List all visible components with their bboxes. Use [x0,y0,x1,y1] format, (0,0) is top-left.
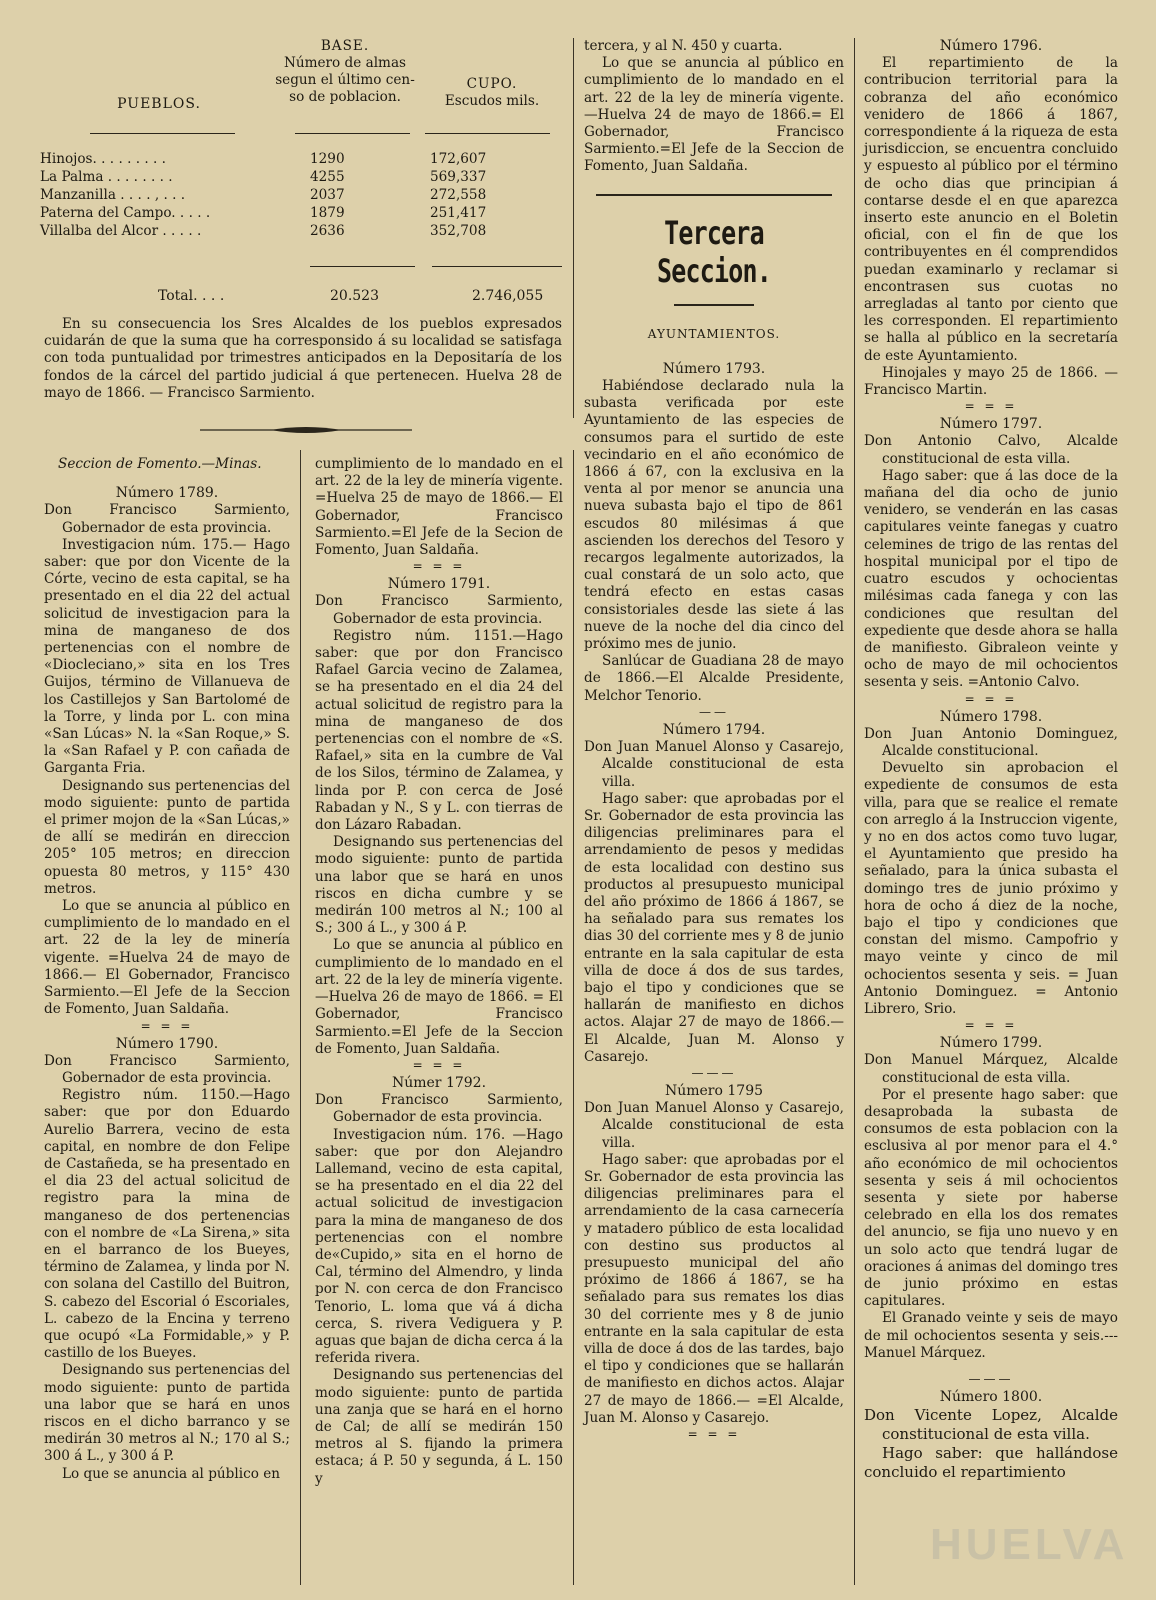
notice-number-1796: Número 1796. [939,38,1043,54]
section-rule-bottom [674,304,754,306]
ornamental-rule [200,424,412,436]
total-rule-1 [310,266,415,267]
column-rule-mid [573,450,574,1585]
row-base: 2037 [310,187,345,203]
notice-1794-body: Hago saber: que aprobadas por el Sr. Gobernador de esta provincia las diligencias preliminares para el arrendamiento de pesos y medidas de esta localidad con destino sus productos al presupuesto municipal del año próximo de 1866 á 1867, se ha señalado para sus remates los dias 30 del corriente mes y 8 de junio entrante en la sala capitular de esta villa de doce á dos de sus tardes, bajo el tipo y condiciones que se hallarán de manifiesto en dichos actos. Alajar 27 de mayo de 1866.—El Alcalde, Juan M. Alonso y Casarejo. [584,790,844,1065]
table-row [40,186,562,204]
notice-1799-close: El Granado veinte y seis de mayo de mil ochocientos sesenta y seis.---Manuel Márquez. [864,1310,1118,1361]
notice-1799-body: Por el presente hago saber: que desaprobada la subasta de consumos de esta poblacion con la esclusiva al por menor para el 4.° año económico de mil ochocientos sesenta y seis á mil ochocientos sesenta y siete por haberse celebrado en ella los dos remates del anuncio, se fija uno nuevo y en un solo acto que tendrá lugar de oraciones á animas del domingo tres de junio próximo en estas capitulares. [864,1086,1118,1310]
table-row [40,168,562,186]
section-heading: Tercera Seccion. [657,213,771,290]
row-cupo: 272,558 [430,187,487,203]
notice-1789-close: Lo que se anuncia al público en cumplimiento de lo mandado en el art. 22 de la ley de minería vigente. =Huelva 24 de mayo de 1866.— El Gobernador, Francisco Sarmiento.—El Jefe de la Seccion de Fomento, Juan Saldaña. [44,898,290,1018]
notice-1800-heading: Don Vicente Lopez, Alcalde constitucional de esta villa. [864,1406,1118,1444]
table-row [40,150,562,168]
subsection-heading: AYUNTAMIENTOS. [647,326,781,341]
notice-1792-body: Investigacion núm. 176. —Hago saber: que por don Alejandro Lallemand, vecino de esta capital, se ha presentado en el dia 22 del actual solicitud de investigacion para la mina de manganeso de dos pertenencias con el nombre de«Cupido,» sita en el horno de Cal, término del Almendro, y linda por N. con cerca de don Francisco Tenorio, L. loma que vá á dicha cerca, S. rivera Vediguera y P. aguas que bajan de dicha cerca á la referida rivera. [315,1126,563,1367]
notice-1790-heading: Don Francisco Sarmiento, Gobernador de esta provincia. [44,1052,290,1086]
separator: = = = [964,399,1018,414]
section-rule-top [596,194,832,196]
separator: = = = [964,691,1018,706]
table-header-cupo [432,76,552,110]
table-note: En su consecuencia los Sres Alcaldes de los pueblos expresados cuidarán de que la suma que ha corresponsido á su localidad se satisfaga con toda puntualidad por trimestres anticipados en la Depositaría de los fondos de la cárcel del partido judicial á que pertenecen. Huelva 28 de mayo de 1866. — Francisco Sarmiento. [44,316,562,401]
notice-number-1798: Número 1798. [939,708,1043,725]
header-rule-1 [90,133,235,134]
notice-1791-close: Lo que se anuncia al público en cumplimiento de lo mandado en el art. 22 de la ley de minería vigente. —Huelva 26 de mayo de 1866. = El Gobernador, Francisco Sarmiento.=El Jefe de la Seccion de Fomento, Juan Saldaña. [315,937,563,1057]
notice-1796-body: El repartimiento de la contribucion territorial para la cobranza del año económico venidero de 1866 á 1867, correspondiente á la riqueza de esta jurisdiccion, se encuentra concluido y espuesto al público por el término de ocho dias que principian á contarse desde el en que aparezca inserto este anuncio en el Boletin oficial, con el fin de que los contribuyentes en él comprendidos puedan examinarlo y reclamar si encontrasen sus cuotas no arregladas al tanto por ciento que les corresponden. El repartimiento se halla al público en la secretaría de este Ayuntamiento. [864,55,1118,364]
separator: —— [699,704,729,719]
row-base: 2636 [310,223,345,239]
notice-number-1789: Número 1789. [115,485,219,502]
table-row [40,222,562,240]
notice-number-1792: Númer 1792. [391,1074,487,1091]
base-sub-3: so de poblacion. [289,89,401,105]
notice-number-1797: Número 1797. [939,416,1043,433]
notice-1790-body: Registro núm. 1150.—Hago saber: que por don Eduardo Aurelio Barrera, vecino de esta capital, en nombre de don Felipe de Castañeda, se ha presentado en el dia 23 del actual solicitud de registro para la mina de manganeso de dos pertenencias con el nombre de «La Sirena,» sita en el barranco de los Bueyes, término de Zalamea, y linda por N. con solana del Castillo del Buitron, S. cabezo del Escorial ó Escoriales, L. cabezo de la Encina y terreno que ocupó «La Formidable,» y P. castillo de los Bueyes. [44,1087,290,1362]
row-name: Paterna del Campo. . . . . [40,205,211,221]
notice-1797-heading: Don Antonio Calvo, Alcalde constitucional de esta villa. [864,433,1118,467]
notice-1791-heading: Don Francisco Sarmiento, Gobernador de esta provincia. [315,593,563,627]
table-row [40,204,562,222]
notice-1790-continuation: cumplimiento de lo mandado en el art. 22 de la ley de minería vigente. =Huelva 25 de mayo de 1866.— El Gobernador, Francisco Sarmiento.=El Jefe de la Secion de Fomento, Juan Saldaña. [315,456,563,559]
notice-1791-body-2: Designando sus pertenencias del modo siguiente: punto de partida una labor que se hará en unos riscos en dicha cumbre y se medirán 100 metros al N.; 100 al S.; 300 á L., y 300 á P. [315,834,563,937]
notice-number-1794: Número 1794. [662,721,766,738]
notice-number-1793: Número 1793. [662,360,766,377]
notice-1796-close: Hinojales y mayo 25 de 1866. —Francisco Martin. [864,364,1118,399]
notice-1789-body: Investigacion núm. 175.— Hago saber: que por don Vicente de la Córte, vecino de esta capital, se ha presentado en el dia 22 del actual solicitud de investigacion para la mina de manganeso de dos pertenencias con el nombre de «Diocleciano,» sita en los Tres Guijos, término de Villanueva de los Castillejos y San Bartolomé de la Torre, y linda por L. con mina «San Lúcas» N. la «San Roque,» S. la «San Rafael y P. con cañada de Garganta Fria. [44,536,290,777]
row-cupo: 172,607 [430,151,487,167]
table-body [40,150,562,240]
notice-number-1800: Número 1800. [939,1389,1043,1406]
notice-1795-heading: Don Juan Manuel Alonso y Casarejo, Alcalde constitucional de esta villa. [584,1100,844,1151]
notice-1793-body: Habiéndose declarado nula la subasta verificada por este Ayuntamiento de las especies de consumos para el surtido de este vecindario en el año económico de 1866 á 67, con la exclusiva en la venta al por menor se anuncia una nueva subasta bajo el tipo de 861 escudos 80 milésimas á que ascienden los derechos del Tesoro y recargos legalmente autorizados, la cual constará de un solo acto, que tendrá efecto en estas casas consistoriales desde las siete á las nueve de la noche del dia cinco del próximo mes de junio. [584,378,844,653]
notice-1793-close: Sanlúcar de Guadiana 28 de mayo de 1866.—El Alcalde Presidente, Melchor Tenorio. [584,653,844,704]
table-header-base [270,38,420,106]
column-2 [315,456,563,1488]
row-cupo: 569,337 [430,169,487,185]
total-cupo: 2.746,055 [472,288,544,304]
row-base: 1290 [310,151,345,167]
notice-number-1795: Número 1795 [664,1082,764,1099]
notice-1792-continuation: tercera, y al N. 450 y cuarta. [584,38,783,54]
notice-1799-heading: Don Manuel Márquez, Alcalde constitucional de esta villa. [864,1052,1118,1086]
separator: = = = [964,1018,1018,1033]
cupo-title: CUPO. [466,76,518,92]
column-4 [864,38,1118,1482]
notice-1798-body: Devuelto sin aprobacion el expediente de consumos de esta villa, para que se realice el remate con arreglo á la Instruccion vigente, y no en dos actos como tuvo lugar, el Ayuntamiento que presido ha señalado, para la única subasta el domingo tres de junio próximo y hora de ocho á diez de la noche, bajo el tipo y condiciones que constan del mismo. Campofrio y mayo veinte y cinco de mil ochocientos sesenta y seis. = Juan Antonio Dominguez. = Antonio Librero, Srio. [864,760,1118,1017]
row-name: Manzanilla . . . . , . . . [40,187,186,203]
column-rule-left [300,450,301,1585]
total-label: Total. . . . [158,288,225,304]
notice-number-1791: Número 1791. [387,576,491,593]
notice-1794-heading: Don Juan Manuel Alonso y Casarejo, Alcalde constitucional de esta villa. [584,739,844,790]
header-rule-3 [425,133,550,134]
cupo-sub: Escudos mils. [444,93,540,109]
tax-table [40,38,562,310]
notice-1790-close: Lo que se anuncia al público en [62,1465,280,1482]
notice-1798-heading: Don Juan Antonio Dominguez, Alcalde constitucional. [864,725,1118,759]
base-sub-1: Número de almas [283,55,407,71]
separator: ——— [691,1065,737,1080]
row-base: 1879 [310,205,345,221]
row-name: Villalba del Alcor . . . . . [40,223,202,239]
notice-1790-body-2: Designando sus pertenencias del modo siguiente: punto de partida una labor que se hará en unos riscos en el dicho barranco y se medirán 30 metros al N.; 170 al S.; 300 á L., y 300 á P. [44,1362,290,1465]
base-sub-2: segun el último cen- [275,72,415,88]
column-1 [44,456,290,1483]
column-rule-right [854,38,855,1585]
separator: = = = [687,1427,741,1442]
notice-1792-heading: Don Francisco Sarmiento, Gobernador de esta provincia. [315,1092,563,1126]
notice-1789-heading: Don Francisco Sarmiento, Gobernador de esta provincia. [44,502,290,536]
notice-number-1790: Número 1790. [115,1035,219,1052]
row-cupo: 352,708 [430,223,487,239]
table-header-pueblos: PUEBLOS. [117,96,201,112]
notice-1800-body: Hago saber: que hallándose concluido el repartimiento [864,1444,1118,1482]
separator: = = = [140,1018,194,1033]
section-title: Seccion de Fomento.—Minas. [58,456,262,472]
separator: ——— [968,1372,1014,1387]
library-watermark: HUELVA [930,1520,1129,1569]
notice-1789-body-2: Designando sus pertenencias del modo siguiente: punto de partida el primer mojon de la «San Lúcas,» de allí se medirán en direccion 205° 105 metros; en direccion opuesta 80 metros, y 115° 430 metros. [44,777,290,897]
separator: = = = [412,559,466,574]
base-title: BASE. [320,38,370,54]
notice-1795-body: Hago saber: que aprobadas por el Sr. Gobernador de esta provincia las diligencias preliminares para el arrendamiento de la casa carnecería y matadero público de esta localidad con destino sus productos al presupuesto municipal del año próximo de 1866 á 1867, se ha señalado para sus remates los dias 30 del corriente mes y 8 de junio entrante en la sala capitular de esta villa de doce á dos de las tardes, bajo el tipo y condiciones que se hallarán de manifiesto en dichos actos. Alajar 27 de mayo de 1866.— =El Alcalde, Juan M. Alonso y Casarejo. [584,1151,844,1426]
separator: = = = [412,1057,466,1072]
header-rule-2 [295,133,410,134]
total-base: 20.523 [330,288,379,304]
row-name: Hinojos. . . . . . . . . [40,151,166,167]
total-rule-2 [432,266,562,267]
column-3 [584,38,844,1441]
notice-1797-body: Hago saber: que á las doce de la mañana del dia ocho de junio venidero, se venderán en las casas capitulares veinte fanegas y cuatro celemines de trigo de las rentas del hospital municipal por el tipo de cuatro escudos y ochocientas milésimas cada fanega y con las condiciones que resultan del expediente que desde ahora se halla de manifiesto. Gibraleon veinte y ocho de mayo de mil ochocientos sesenta y seis. =Antonio Calvo. [864,467,1118,691]
notice-1791-body: Registro núm. 1151.—Hago saber: que por don Francisco Rafael Garcia vecino de Zalamea, se ha presentado en el dia 24 del actual solicitud de registro para la mina de manganeso de dos pertenencias con el nombre de «S. Rafael,» sita en la cumbre de Val de los Silos, término de Zalamea, y linda por P. con cerca de José Rabadan y N., S y L. con tierras de don Lázaro Rabadan. [315,627,563,834]
notice-1792-close: Lo que se anuncia al público en cumplimiento de lo mandado en el art. 22 de la ley de minería vigente. —Huelva 24 de mayo de 1866.= El Gobernador, Francisco Sarmiento.=El Jefe de la Seccion de Fomento, Juan Saldaña. [584,55,844,175]
row-name: La Palma . . . . . . . . [40,169,173,185]
notice-number-1799: Número 1799. [939,1035,1043,1052]
notice-1792-body-2: Designando sus pertenencias del modo siguiente: punto de partida una zanja que se hará en el horno de Cal; de allí se medirán 150 metros al S. fijando la primera estaca; á P. 50 y segunda, á L. 150 y [315,1367,563,1487]
row-base: 4255 [310,169,345,185]
row-cupo: 251,417 [430,205,487,221]
column-rule-top [573,38,574,418]
